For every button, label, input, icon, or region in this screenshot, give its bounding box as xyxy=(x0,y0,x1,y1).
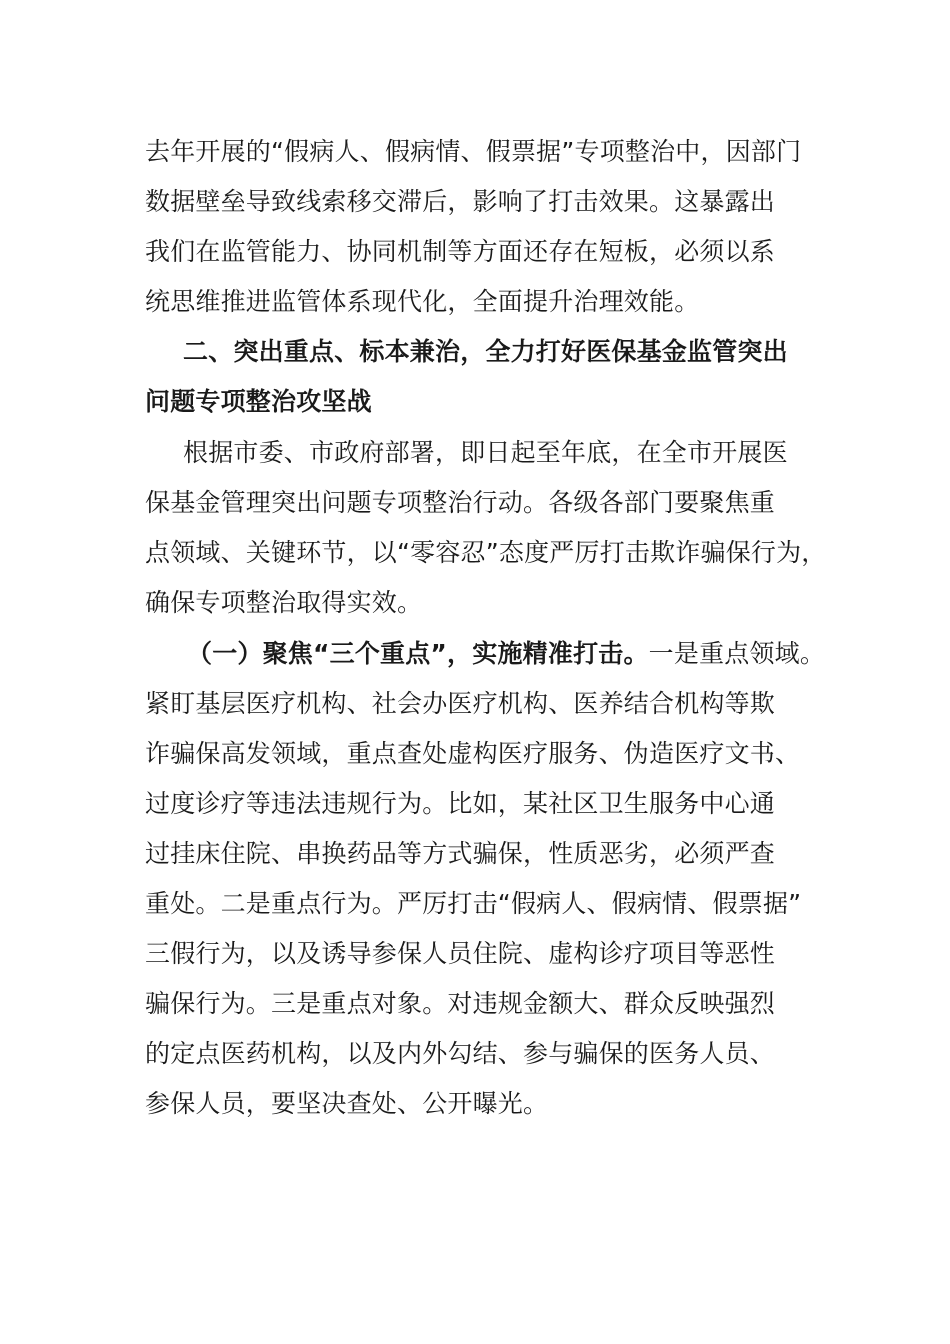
paragraph-line: 重处。二是重点行为。严厉打击“假病人、假病情、假票据” xyxy=(145,889,802,918)
section-heading: 二、突出重点、标本兼治，全力打好医保基金监管突出 xyxy=(183,337,788,366)
paragraph-first-line xyxy=(187,629,825,679)
paragraph-line: 过度诊疗等违法违规行为。比如，某社区卫生服务中心通 xyxy=(145,789,776,818)
section-heading: 问题专项整治攻坚战 xyxy=(145,387,372,416)
paragraph-line: 去年开展的“假病人、假病情、假票据”专项整治中，因部门 xyxy=(145,137,802,166)
paragraph-line: 三假行为，以及诱导参保人员住院、虚构诊疗项目等恶性 xyxy=(145,939,776,968)
paragraph-line: 保基金管理突出问题专项整治行动。各级各部门要聚焦重 xyxy=(145,488,776,517)
paragraph-line: 的定点医药机构，以及内外勾结、参与骗保的医务人员、 xyxy=(145,1039,776,1068)
paragraph-line: 诈骗保高发领域，重点查处虚构医疗服务、伪造医疗文书、 xyxy=(145,739,801,768)
paragraph-line: 紧盯基层医疗机构、社会办医疗机构、医养结合机构等欺 xyxy=(145,689,776,718)
paragraph-line: 骗保行为。三是重点对象。对违规金额大、群众反映强烈 xyxy=(145,989,776,1018)
paragraph-text: 一是重点领域。 xyxy=(648,639,826,668)
subsection-heading: （一）聚焦“三个重点”，实施精准打击。 xyxy=(187,639,649,668)
paragraph-line: 根据市委、市政府部署，即日起至年底，在全市开展医 xyxy=(183,438,788,467)
paragraph-line: 数据壁垒导致线索移交滞后，影响了打击效果。这暴露出 xyxy=(145,187,776,216)
paragraph-line: 我们在监管能力、协同机制等方面还存在短板，必须以系 xyxy=(145,237,776,266)
paragraph-line: 参保人员，要坚决查处、公开曝光。 xyxy=(145,1089,549,1118)
paragraph-line: 过挂床住院、串换药品等方式骗保，性质恶劣，必须严查 xyxy=(145,839,776,868)
paragraph-line: 点领域、关键环节，以“零容忍”态度严厉打击欺诈骗保行为， xyxy=(145,538,827,567)
paragraph-line: 确保专项整治取得实效。 xyxy=(145,588,423,617)
paragraph-line: 统思维推进监管体系现代化，全面提升治理效能。 xyxy=(145,287,700,316)
